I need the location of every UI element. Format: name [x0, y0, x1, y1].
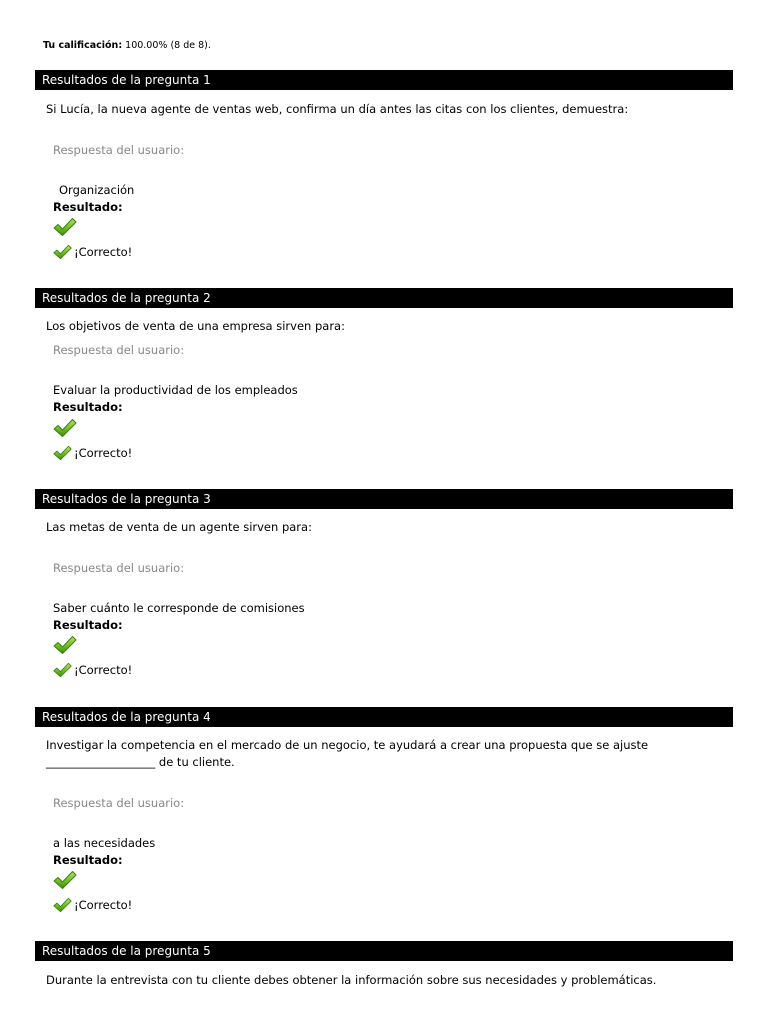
question-2-correct-text: ¡Correcto! — [74, 446, 133, 460]
question-2-header: Resultados de la pregunta 2 — [35, 288, 733, 308]
grade-summary — [43, 40, 211, 52]
question-4-correct — [53, 896, 132, 914]
question-2-correct-check-icon — [53, 445, 72, 461]
question-1-result-label: Resultado: — [53, 200, 123, 214]
question-3-header: Resultados de la pregunta 3 — [35, 489, 733, 509]
question-3-text: Las metas de venta de un agente sirven para: — [46, 520, 312, 534]
question-2-correct — [53, 444, 132, 462]
question-4-user-answer-label: Respuesta del usuario: — [53, 796, 185, 810]
question-1-answer: Organización — [59, 183, 135, 197]
grade-label: Tu calificación: — [43, 40, 123, 51]
question-1-correct-text: ¡Correcto! — [74, 245, 133, 259]
question-1-correct-check-icon — [53, 244, 72, 260]
question-1-user-answer-label: Respuesta del usuario: — [53, 143, 185, 157]
question-2-result-label: Resultado: — [53, 400, 123, 414]
question-2-check-icon — [53, 418, 77, 438]
question-4-result-label: Resultado: — [53, 853, 123, 867]
question-3-check-icon — [53, 635, 77, 655]
grade-value: 100.00% (8 de 8). — [125, 40, 211, 51]
question-4-correct-text: ¡Correcto! — [74, 898, 133, 912]
question-2-answer: Evaluar la productividad de los empleados — [53, 383, 298, 397]
question-3-answer: Saber cuánto le corresponde de comisiones — [53, 601, 305, 615]
question-2-user-answer-label: Respuesta del usuario: — [53, 343, 185, 357]
question-4-text-line-1: Investigar la competencia en el mercado de un negocio, te ayudará a crear una propuesta que se ajuste — [46, 738, 649, 752]
question-1-correct — [53, 243, 132, 261]
question-3-correct-text: ¡Correcto! — [74, 663, 133, 677]
question-4-text-line-2: ___________________ de tu cliente. — [46, 755, 235, 769]
question-4-text — [46, 737, 706, 771]
question-4-check-icon — [53, 870, 77, 890]
question-3-correct-check-icon — [53, 662, 72, 678]
question-4-answer: a las necesidades — [53, 836, 156, 850]
question-4-header: Resultados de la pregunta 4 — [35, 707, 733, 727]
question-1-check-icon — [53, 217, 77, 237]
question-5-text: Durante la entrevista con tu cliente debes obtener la información sobre sus necesidades y problemáticas. — [46, 973, 657, 987]
question-3-correct — [53, 661, 132, 679]
question-1-header: Resultados de la pregunta 1 — [35, 70, 733, 90]
question-3-user-answer-label: Respuesta del usuario: — [53, 561, 185, 575]
question-1-text: Si Lucía, la nueva agente de ventas web, confirma un día antes las citas con los clientes, demuestra: — [46, 102, 629, 116]
question-5-header: Resultados de la pregunta 5 — [35, 941, 733, 961]
question-4-correct-check-icon — [53, 897, 72, 913]
question-2-text: Los objetivos de venta de una empresa sirven para: — [46, 319, 345, 333]
question-3-result-label: Resultado: — [53, 618, 123, 632]
